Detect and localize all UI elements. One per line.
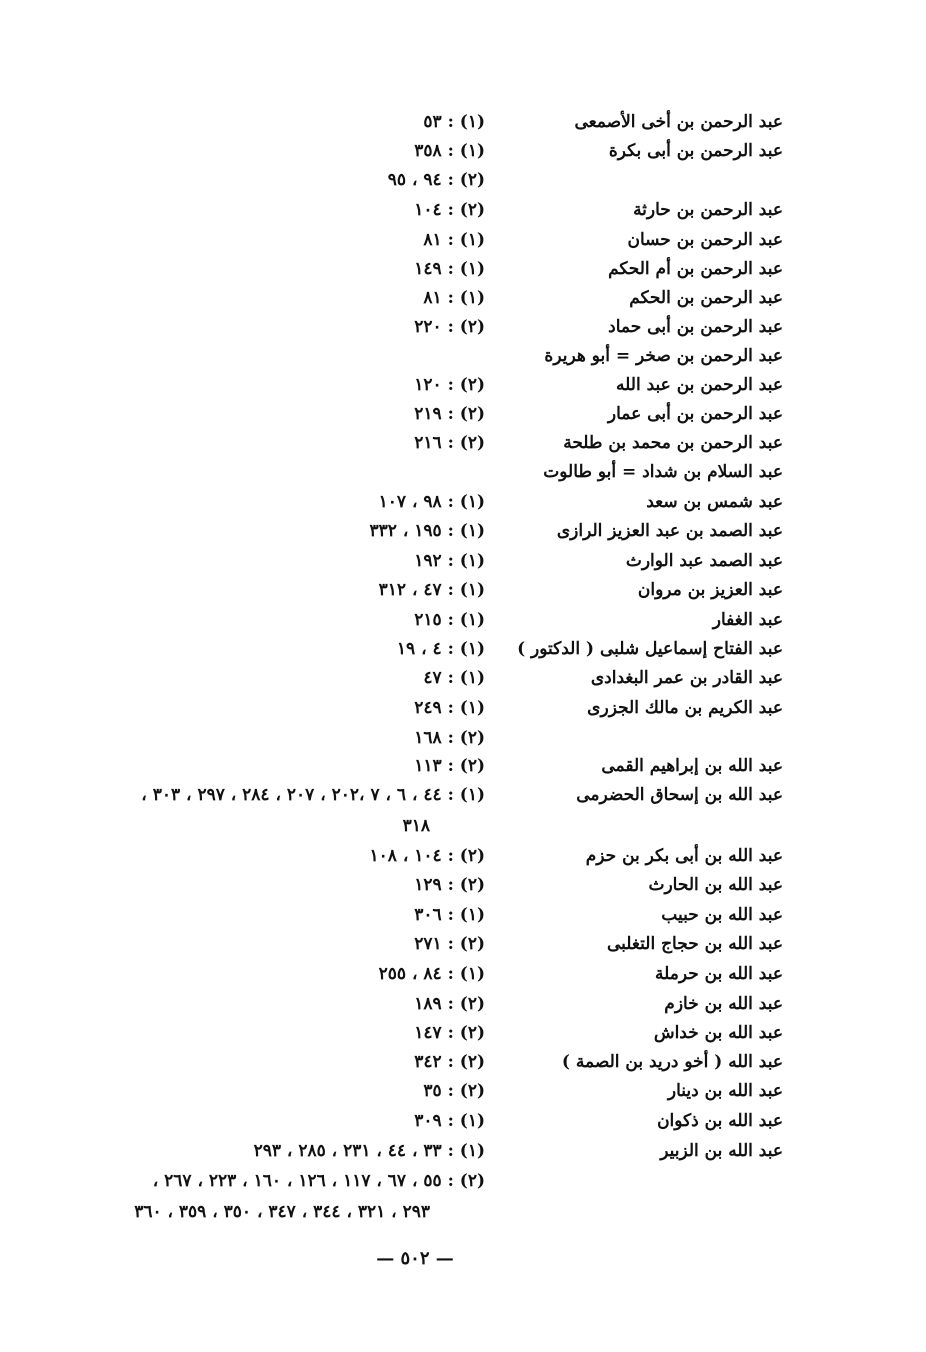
entry-page-refs: (١) : ٤٤ ، ٦ ، ٧ ،٢٠٢ ، ٢٠٧ ، ٢٨٤ ، ٢٩٧ ، ٣٠٣ ، xyxy=(141,785,485,805)
index-entry xyxy=(0,901,926,929)
index-entry xyxy=(0,724,926,752)
entry-name: عبد الله بن إبراهيم القمى xyxy=(601,756,783,776)
index-entry xyxy=(0,960,926,988)
index-entry xyxy=(0,429,926,457)
entry-name: عبد الرحمن بن محمد بن طلحة xyxy=(563,433,783,453)
entry-name: عبد الرحمن بن أخى الأصمعى xyxy=(574,112,783,132)
entry-page-refs: (٢) : ١٠٤ ، ١٠٨ xyxy=(369,846,485,866)
entry-name: عبد الكريم بن مالك الجزرى xyxy=(587,698,783,718)
entry-name: عبد الفتاح إسماعيل شلبى ( الدكتور ) xyxy=(517,639,783,659)
page-number: — ٥٠٢ — xyxy=(376,1248,454,1269)
entry-page-refs: (١) : ٨٤ ، ٢٥٥ xyxy=(378,964,485,984)
index-entry xyxy=(0,930,926,958)
entry-name: عبد الغفار xyxy=(712,610,783,630)
index-entry xyxy=(0,635,926,663)
entry-page-refs: (٢) : ١٨٩ xyxy=(414,994,485,1014)
entry-name: عبد شمس بن سعد xyxy=(646,492,783,512)
entry-page-refs: (٢) : ١٢٩ xyxy=(414,875,485,895)
index-entry xyxy=(0,694,926,722)
index-entry xyxy=(0,576,926,604)
index-entry xyxy=(0,812,926,840)
entry-name: عبد الله بن خداش xyxy=(653,1023,783,1043)
index-entry xyxy=(0,313,926,341)
index-entry xyxy=(0,226,926,254)
entry-name: عبد الله بن إسحاق الحضرمى xyxy=(576,785,783,805)
index-entry xyxy=(0,342,926,370)
index-entry xyxy=(0,871,926,899)
entry-page-refs: (١) : ٤ ، ١٩ xyxy=(396,639,485,659)
index-entry xyxy=(0,781,926,809)
index-entry xyxy=(0,517,926,545)
entry-name: عبد الله بن الحارث xyxy=(648,875,783,895)
entry-page-refs: (٢) : ٣٥ xyxy=(423,1081,485,1101)
entry-page-refs: (٢) : ٢٧١ xyxy=(414,934,485,954)
entry-name: عبد الله بن الزبير xyxy=(660,1141,783,1161)
index-entry xyxy=(0,196,926,224)
index-entry xyxy=(0,1019,926,1047)
entry-page-refs: (٢) : ٢٢٠ xyxy=(414,317,485,337)
entry-name: عبد الرحمن بن حارثة xyxy=(633,200,783,220)
entry-page-refs: (١) : ٢٤٩ xyxy=(414,698,485,718)
entry-name: عبد القادر بن عمر البغدادى xyxy=(590,668,783,688)
index-entry xyxy=(0,547,926,575)
entry-name: عبد الرحمن بن صخر = أبو هريرة xyxy=(544,346,783,366)
entry-name: عبد الله بن حرملة xyxy=(654,964,783,984)
index-entry xyxy=(0,606,926,634)
entry-page-refs-continued: ٢٩٣ ، ٣٢١ ، ٣٤٤ ، ٣٤٧ ، ٣٥٠ ، ٣٥٩ ، ٣٦٠ xyxy=(134,1202,430,1222)
entry-page-refs-continued: ٣١٨ xyxy=(402,816,430,836)
entry-page-refs: (٢) : ١٢٠ xyxy=(414,375,485,395)
entry-page-refs: (١) : ١٤٩ xyxy=(414,259,485,279)
entry-page-refs: (١) : ٥٣ xyxy=(423,112,485,132)
index-entry xyxy=(0,255,926,283)
entry-page-refs: (٢) : ٥٥ ، ٦٧ ، ١١٧ ، ١٢٦ ، ١٦٠ ، ٢٢٣ ، ٢٦٧ ، xyxy=(152,1171,485,1191)
index-entry xyxy=(0,990,926,1018)
entry-name: عبد الصمد بن عبد العزيز الرازى xyxy=(556,521,783,541)
entry-name: عبد الله بن دينار xyxy=(667,1081,783,1101)
entry-page-refs: (١) : ٣٣ ، ٤٤ ، ٢٣١ ، ٢٨٥ ، ٢٩٣ xyxy=(253,1141,485,1161)
entry-page-refs: (١) : ٨١ xyxy=(423,288,485,308)
index-entry xyxy=(0,1048,926,1076)
entry-page-refs: (١) : ٤٧ xyxy=(423,668,485,688)
entry-name: عبد الله بن ذكوان xyxy=(657,1111,783,1131)
entry-name: عبد الصمد عبد الوارث xyxy=(625,551,783,571)
entry-page-refs: (٢) : ١٦٨ xyxy=(414,728,485,748)
entry-name: عبد الله بن أبى بكر بن حزم xyxy=(585,846,783,866)
index-entry xyxy=(0,664,926,692)
index-entry xyxy=(0,1137,926,1165)
index-entry xyxy=(0,752,926,780)
entry-page-refs: (١) : ٢١٥ xyxy=(414,610,485,630)
index-entry xyxy=(0,108,926,136)
index-entry xyxy=(0,284,926,312)
entry-name: عبد العزيز بن مروان xyxy=(637,580,783,600)
entry-page-refs: (١) : ٤٧ ، ٣١٢ xyxy=(378,580,485,600)
entry-name: عبد الرحمن بن أبى حماد xyxy=(608,317,783,337)
entry-page-refs: (١) : ٣٠٦ xyxy=(414,905,485,925)
entry-page-refs: (١) : ٩٨ ، ١٠٧ xyxy=(378,492,485,512)
index-entry xyxy=(0,400,926,428)
entry-name: عبد الله بن حبيب xyxy=(661,905,783,925)
entry-name: عبد الرحمن بن الحكم xyxy=(629,288,783,308)
entry-page-refs: (٢) : ٢١٩ xyxy=(414,404,485,424)
index-entry xyxy=(0,371,926,399)
entry-page-refs: (٢) : ٩٤ ، ٩٥ xyxy=(387,170,485,190)
entry-name: عبد الرحمن بن حسان xyxy=(627,230,783,250)
entry-name: عبد الله بن خازم xyxy=(664,994,783,1014)
index-entry xyxy=(0,137,926,165)
entry-name: عبد الرحمن بن أبى بكرة xyxy=(608,141,783,161)
entry-page-refs: (٢) : ٣٤٢ xyxy=(414,1052,485,1072)
index-entry xyxy=(0,488,926,516)
entry-page-refs: (٢) : ١٠٤ xyxy=(414,200,485,220)
entry-name: عبد الرحمن بن أم الحكم xyxy=(608,259,783,279)
index-entry xyxy=(0,458,926,486)
index-entry xyxy=(0,1077,926,1105)
entry-page-refs: (١) : ١٩٢ xyxy=(414,551,485,571)
entry-name: عبد الرحمن بن عبد الله xyxy=(616,375,783,395)
entry-name: عبد الله ( أخو دريد بن الصمة ) xyxy=(561,1052,783,1072)
index-entry xyxy=(0,1167,926,1195)
entry-page-refs: (٢) : ١١٣ xyxy=(414,756,485,776)
entry-page-refs: (١) : ٣٠٩ xyxy=(414,1111,485,1131)
index-entry xyxy=(0,842,926,870)
entry-page-refs: (٢) : ١٤٧ xyxy=(414,1023,485,1043)
index-entry xyxy=(0,166,926,194)
entry-page-refs: (١) : ١٩٥ ، ٣٣٢ xyxy=(369,521,485,541)
index-entry xyxy=(0,1198,926,1226)
entry-page-refs: (٢) : ٢١٦ xyxy=(414,433,485,453)
entry-name: عبد الله بن حجاج التغلبى xyxy=(607,934,783,954)
entry-page-refs: (١) : ٨١ xyxy=(423,230,485,250)
entry-name: عبد السلام بن شداد = أبو طالوت xyxy=(543,462,783,482)
index-entry xyxy=(0,1107,926,1135)
entry-name: عبد الرحمن بن أبى عمار xyxy=(607,404,783,424)
entry-page-refs: (١) : ٣٥٨ xyxy=(414,141,485,161)
